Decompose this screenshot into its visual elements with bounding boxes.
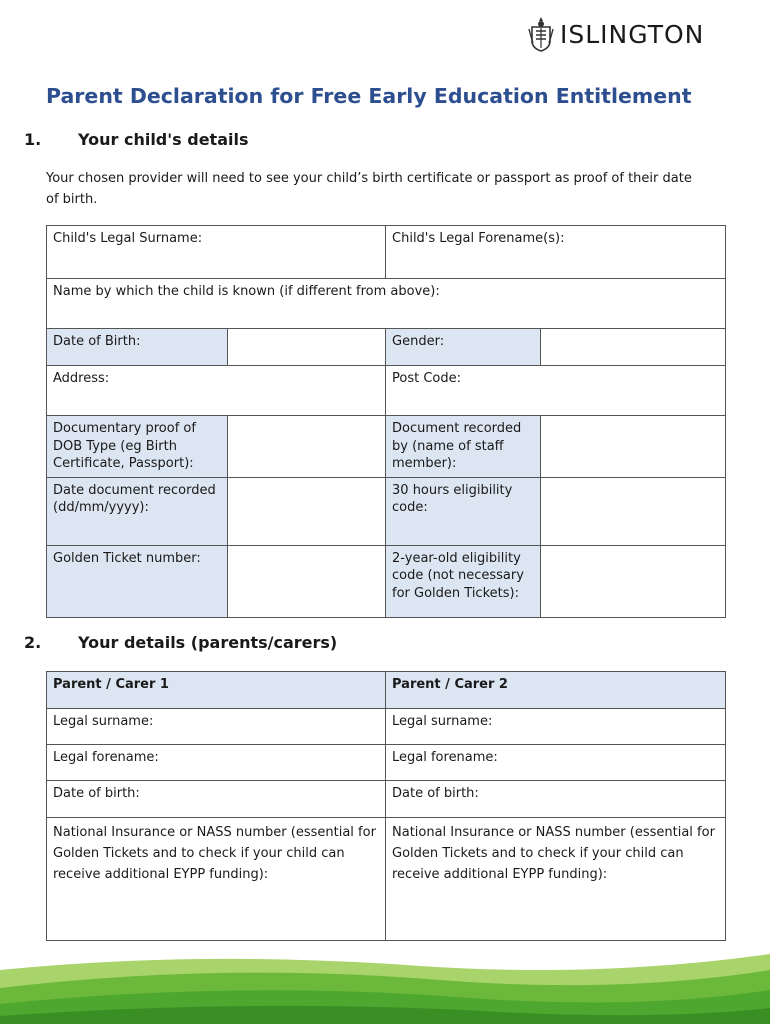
parent-1-forename-label: Legal forename:: [53, 750, 159, 765]
doc-recorded-by-input[interactable]: [541, 416, 726, 478]
child-forenames-field[interactable]: [386, 226, 726, 279]
parent-1-surname-field[interactable]: [47, 709, 386, 745]
doc-proof-label-cell: [47, 416, 228, 478]
child-surname-label: Child's Legal Surname:: [53, 231, 203, 246]
green-wave-decoration: [0, 940, 770, 1024]
parent-1-header-label: Parent / Carer 1: [53, 677, 169, 692]
date-doc-recorded-label-cell: [47, 477, 228, 545]
parent-2-ni-label: National Insurance or NASS number (essential for Golden Tickets and to check if your child can receive additional EYPP funding):: [392, 825, 715, 882]
child-gender-input[interactable]: [541, 329, 726, 366]
child-dob-label: Date of Birth:: [53, 334, 141, 349]
two-year-code-label: 2-year-old eligibility code (not necessary for Golden Tickets):: [392, 550, 524, 601]
child-known-name-field[interactable]: [47, 279, 726, 329]
section-1-heading: [24, 130, 249, 149]
parent-details-table: [46, 671, 726, 941]
hours30-code-input[interactable]: [541, 477, 726, 545]
golden-ticket-input[interactable]: [228, 545, 386, 617]
section-1-number: 1.: [24, 130, 42, 149]
two-year-code-label-cell: [386, 545, 541, 617]
child-forenames-label: Child's Legal Forename(s):: [392, 231, 565, 246]
parent-2-forename-label: Legal forename:: [392, 750, 498, 765]
parent-2-header-label: Parent / Carer 2: [392, 677, 508, 692]
child-known-name-label: Name by which the child is known (if different from above):: [53, 284, 440, 299]
child-surname-field[interactable]: [47, 226, 386, 279]
child-postcode-label: Post Code:: [392, 371, 462, 386]
parent-2-forename-field[interactable]: [386, 745, 726, 781]
parent-1-dob-field[interactable]: [47, 781, 386, 818]
child-address-label: Address:: [53, 371, 110, 386]
date-doc-recorded-input[interactable]: [228, 477, 386, 545]
child-address-field[interactable]: [47, 366, 386, 416]
page-title: Parent Declaration for Free Early Education Entitlement: [46, 84, 692, 108]
section-2-title: Your details (parents/carers): [78, 633, 338, 652]
parent-2-surname-label: Legal surname:: [392, 714, 493, 729]
date-doc-recorded-label: Date document recorded (dd/mm/yyyy):: [53, 482, 216, 515]
section-2-heading: [24, 633, 337, 652]
child-gender-label-cell: [386, 329, 541, 366]
doc-proof-input[interactable]: [228, 416, 386, 478]
child-postcode-field[interactable]: [386, 366, 726, 416]
child-dob-input[interactable]: [228, 329, 386, 366]
islington-logo: [528, 14, 704, 54]
parent-1-surname-label: Legal surname:: [53, 714, 154, 729]
two-year-code-input[interactable]: [541, 545, 726, 617]
parent-1-ni-field[interactable]: [47, 818, 386, 941]
parent-2-ni-field[interactable]: [386, 818, 726, 941]
hours30-code-label-cell: [386, 477, 541, 545]
child-details-table: [46, 225, 726, 618]
doc-recorded-by-label: Document recorded by (name of staff member):: [392, 421, 522, 471]
parent-1-ni-label: National Insurance or NASS number (essential for Golden Tickets and to check if your child can receive additional EYPP funding):: [53, 825, 376, 882]
parent-2-header: [386, 672, 726, 709]
parent-1-forename-field[interactable]: [47, 745, 386, 781]
golden-ticket-label-cell: [47, 545, 228, 617]
parent-1-header: [47, 672, 386, 709]
section-2-number: 2.: [24, 633, 42, 652]
doc-recorded-by-label-cell: [386, 416, 541, 478]
logo-wordmark: ISLINGTON: [560, 19, 705, 49]
parent-1-dob-label: Date of birth:: [53, 786, 140, 801]
crest-icon: [528, 15, 554, 53]
parent-2-dob-label: Date of birth:: [392, 786, 479, 801]
parent-2-surname-field[interactable]: [386, 709, 726, 745]
section-1-intro: Your chosen provider will need to see your child’s birth certificate or passport as proof of their date of birth.: [46, 171, 692, 207]
child-gender-label: Gender:: [392, 334, 445, 349]
doc-proof-label: Documentary proof of DOB Type (eg Birth Certificate, Passport):: [53, 421, 196, 471]
golden-ticket-label: Golden Ticket number:: [53, 550, 201, 566]
child-dob-label-cell: [47, 329, 228, 366]
parent-2-dob-field[interactable]: [386, 781, 726, 818]
section-1-title: Your child's details: [78, 130, 249, 149]
hours30-code-label: 30 hours eligibility code:: [392, 482, 513, 515]
